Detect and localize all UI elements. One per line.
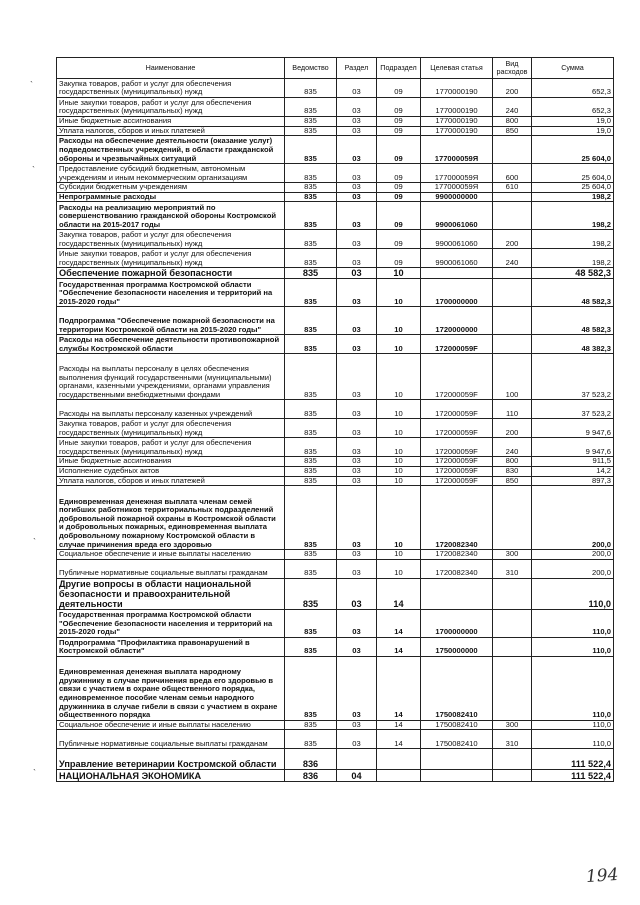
cell-celevaya: 1720000000 [421, 307, 493, 335]
cell-name: Иные закупки товаров, работ и услуг для обеспечения государственных (муниципальных) нужд [57, 98, 285, 117]
table-row [57, 136, 614, 164]
cell-vid: 800 [493, 117, 532, 127]
cell-summa: 200,0 [532, 550, 614, 560]
cell-name: Социальное обеспечение и иные выплаты населению [57, 550, 285, 560]
cell-name: Единовременная денежная выплата народному дружиннику в случае причинения вреда его здоровью в связи с участием в охране общественного порядка, единовременное пособие членам семьи народного дружинника в случае гибели в связи с участием в охране общественного порядка [57, 656, 285, 720]
cell-razdel: 03 [337, 354, 377, 400]
cell-celevaya [421, 268, 493, 279]
cell-vid: 100 [493, 354, 532, 400]
cell-name: Предоставление субсидий бюджетным, автономным учреждениям и иным некоммерческим организациям [57, 164, 285, 183]
cell-razdel: 03 [337, 609, 377, 637]
cell-vid: 240 [493, 249, 532, 268]
cell-podrazdel: 09 [377, 136, 421, 164]
cell-razdel: 03 [337, 307, 377, 335]
cell-ved: 835 [285, 230, 337, 249]
table-row [57, 230, 614, 249]
cell-podrazdel: 10 [377, 419, 421, 438]
cell-podrazdel: 09 [377, 117, 421, 127]
cell-ved: 835 [285, 354, 337, 400]
cell-summa: 198,2 [532, 202, 614, 230]
cell-vid: 310 [493, 730, 532, 749]
cell-razdel: 03 [337, 202, 377, 230]
cell-vid [493, 486, 532, 550]
cell-ved: 835 [285, 192, 337, 202]
cell-vid: 240 [493, 438, 532, 457]
cell-celevaya: 9900061060 [421, 202, 493, 230]
cell-celevaya: 172000059F [421, 400, 493, 419]
cell-celevaya: 172000059F [421, 466, 493, 476]
cell-celevaya: 1700000000 [421, 609, 493, 637]
table-row [57, 400, 614, 419]
cell-name: Субсидии бюджетным учреждениям [57, 183, 285, 193]
cell-podrazdel [377, 770, 421, 782]
cell-celevaya: 1700000000 [421, 279, 493, 307]
cell-razdel: 03 [337, 466, 377, 476]
cell-celevaya [421, 578, 493, 609]
table-row [57, 438, 614, 457]
cell-ved: 835 [285, 136, 337, 164]
cell-vid [493, 136, 532, 164]
cell-razdel: 03 [337, 400, 377, 419]
cell-vid [493, 335, 532, 354]
cell-ved: 835 [285, 656, 337, 720]
cell-summa: 652,3 [532, 79, 614, 98]
cell-vid: 800 [493, 457, 532, 467]
cell-ved: 835 [285, 98, 337, 117]
cell-podrazdel: 09 [377, 98, 421, 117]
cell-podrazdel: 10 [377, 476, 421, 486]
cell-summa: 25 604,0 [532, 164, 614, 183]
cell-celevaya: 172000059F [421, 419, 493, 438]
cell-ved: 835 [285, 476, 337, 486]
cell-summa: 25 604,0 [532, 183, 614, 193]
cell-podrazdel: 09 [377, 249, 421, 268]
cell-summa: 48 582,3 [532, 268, 614, 279]
table-row [57, 466, 614, 476]
cell-podrazdel: 10 [377, 268, 421, 279]
cell-ved: 835 [285, 486, 337, 550]
cell-name: Уплата налогов, сборов и иных платежей [57, 476, 285, 486]
cell-podrazdel [377, 749, 421, 770]
cell-podrazdel: 14 [377, 637, 421, 656]
cell-razdel: 03 [337, 656, 377, 720]
cell-celevaya: 1720082340 [421, 486, 493, 550]
cell-vid: 300 [493, 720, 532, 730]
cell-podrazdel: 14 [377, 656, 421, 720]
margin-mark: ` [32, 165, 35, 175]
cell-name: Государственная программа Костромской области "Обеспечение безопасности населения и территорий на 2015-2020 годы" [57, 279, 285, 307]
cell-razdel: 03 [337, 79, 377, 98]
cell-name: Публичные нормативные социальные выплаты гражданам [57, 730, 285, 749]
cell-podrazdel: 10 [377, 457, 421, 467]
cell-celevaya: 1770000190 [421, 98, 493, 117]
cell-vid: 850 [493, 476, 532, 486]
cell-razdel: 03 [337, 559, 377, 578]
cell-celevaya: 1720082340 [421, 559, 493, 578]
cell-celevaya: 172000059F [421, 335, 493, 354]
cell-podrazdel: 14 [377, 609, 421, 637]
cell-podrazdel: 10 [377, 400, 421, 419]
cell-razdel: 04 [337, 770, 377, 782]
cell-ved: 835 [285, 335, 337, 354]
cell-ved: 835 [285, 730, 337, 749]
cell-razdel: 03 [337, 637, 377, 656]
cell-podrazdel: 10 [377, 559, 421, 578]
table-row [57, 419, 614, 438]
cell-name: Расходы на выплаты персоналу казенных учреждений [57, 400, 285, 419]
cell-summa: 37 523,2 [532, 400, 614, 419]
cell-podrazdel: 14 [377, 578, 421, 609]
cell-razdel: 03 [337, 249, 377, 268]
cell-name: Иные закупки товаров, работ и услуг для обеспечения государственных (муниципальных) нужд [57, 438, 285, 457]
cell-vid [493, 578, 532, 609]
cell-celevaya: 1770000190 [421, 126, 493, 136]
cell-celevaya: 9900061060 [421, 230, 493, 249]
cell-ved: 835 [285, 279, 337, 307]
table-row [57, 486, 614, 550]
table-row [57, 720, 614, 730]
table-row [57, 656, 614, 720]
cell-summa: 198,2 [532, 249, 614, 268]
cell-celevaya: 1750082410 [421, 730, 493, 749]
cell-razdel: 03 [337, 730, 377, 749]
table-row [57, 98, 614, 117]
table-row [57, 126, 614, 136]
cell-podrazdel: 09 [377, 183, 421, 193]
cell-ved: 835 [285, 79, 337, 98]
cell-razdel: 03 [337, 486, 377, 550]
cell-razdel: 03 [337, 476, 377, 486]
cell-summa: 200,0 [532, 486, 614, 550]
cell-ved: 835 [285, 268, 337, 279]
cell-vid [493, 609, 532, 637]
cell-name: Закупка товаров, работ и услуг для обеспечения государственных (муниципальных) нужд [57, 419, 285, 438]
cell-celevaya: 9900061060 [421, 249, 493, 268]
cell-razdel: 03 [337, 136, 377, 164]
cell-podrazdel: 10 [377, 486, 421, 550]
cell-ved: 835 [285, 183, 337, 193]
header-vid: Вид расходов [493, 58, 532, 79]
cell-razdel: 03 [337, 230, 377, 249]
cell-summa: 110,0 [532, 637, 614, 656]
cell-razdel: 03 [337, 117, 377, 127]
cell-summa: 9 947,6 [532, 438, 614, 457]
cell-razdel: 03 [337, 550, 377, 560]
cell-podrazdel: 10 [377, 438, 421, 457]
header-ved: Ведомство [285, 58, 337, 79]
page-number: 194 [585, 864, 620, 888]
cell-vid: 600 [493, 164, 532, 183]
table-row [57, 335, 614, 354]
cell-ved: 836 [285, 770, 337, 782]
cell-razdel: 03 [337, 335, 377, 354]
cell-celevaya: 1750000000 [421, 637, 493, 656]
budget-table [56, 57, 614, 782]
cell-podrazdel: 10 [377, 466, 421, 476]
cell-summa: 111 522,4 [532, 749, 614, 770]
cell-celevaya: 172000059F [421, 438, 493, 457]
cell-summa: 48 382,3 [532, 335, 614, 354]
margin-mark: ` [30, 80, 33, 90]
table-row [57, 183, 614, 193]
cell-vid [493, 770, 532, 782]
cell-podrazdel: 10 [377, 335, 421, 354]
cell-vid: 310 [493, 559, 532, 578]
cell-celevaya: 172000059F [421, 476, 493, 486]
header-name: Наименование [57, 58, 285, 79]
table-row [57, 637, 614, 656]
cell-name: Иные бюджетные ассигнования [57, 117, 285, 127]
cell-vid [493, 656, 532, 720]
cell-vid: 300 [493, 550, 532, 560]
cell-celevaya: 1720082340 [421, 550, 493, 560]
cell-ved: 835 [285, 249, 337, 268]
cell-razdel: 03 [337, 268, 377, 279]
cell-podrazdel: 10 [377, 550, 421, 560]
cell-razdel: 03 [337, 192, 377, 202]
cell-summa: 19,0 [532, 117, 614, 127]
cell-razdel: 03 [337, 279, 377, 307]
cell-razdel: 03 [337, 126, 377, 136]
cell-name: Подпрограмма "Обеспечение пожарной безопасности на территории Костромской области на 2015-2020 годы" [57, 307, 285, 335]
cell-name: Закупка товаров, работ и услуг для обеспечения государственных (муниципальных) нужд [57, 230, 285, 249]
cell-podrazdel: 09 [377, 202, 421, 230]
table-row [57, 578, 614, 609]
cell-ved: 835 [285, 117, 337, 127]
cell-vid [493, 749, 532, 770]
table-row [57, 307, 614, 335]
cell-ved: 835 [285, 637, 337, 656]
cell-name: Расходы на выплаты персоналу в целях обеспечения выполнения функций государственными (муниципальными) органами, казенными учреждениями, органами управления государственными внебюджетными фондами [57, 354, 285, 400]
cell-ved: 835 [285, 438, 337, 457]
table-row [57, 202, 614, 230]
margin-mark: ` [33, 768, 36, 778]
cell-summa: 48 582,3 [532, 279, 614, 307]
cell-celevaya: 9900000000 [421, 192, 493, 202]
cell-summa: 110,0 [532, 730, 614, 749]
cell-name: Единовременная денежная выплата членам семей погибших работников территориальных подразделений добровольной пожарной охраны в Костромской области и добровольных пожарных, единовременная выплата добровольному пожарному Костромской области в случае причинения вреда его здоровью [57, 486, 285, 550]
cell-summa: 25 604,0 [532, 136, 614, 164]
cell-ved: 835 [285, 307, 337, 335]
cell-ved: 835 [285, 466, 337, 476]
table-row [57, 192, 614, 202]
cell-ved: 836 [285, 749, 337, 770]
cell-vid: 830 [493, 466, 532, 476]
cell-name: Исполнение судебных актов [57, 466, 285, 476]
cell-name: Расходы на обеспечение деятельности (оказание услуг) подведомственных учреждений, в области гражданской обороны и чрезвычайных ситуаций [57, 136, 285, 164]
cell-name: Иные закупки товаров, работ и услуг для обеспечения государственных (муниципальных) нужд [57, 249, 285, 268]
margin-mark: ` [33, 537, 36, 547]
cell-summa: 110,0 [532, 609, 614, 637]
cell-razdel [337, 749, 377, 770]
cell-summa: 652,3 [532, 98, 614, 117]
cell-vid [493, 202, 532, 230]
cell-razdel: 03 [337, 438, 377, 457]
cell-vid: 110 [493, 400, 532, 419]
table-row [57, 249, 614, 268]
cell-razdel: 03 [337, 720, 377, 730]
table-row [57, 268, 614, 279]
cell-razdel: 03 [337, 164, 377, 183]
cell-podrazdel: 10 [377, 354, 421, 400]
table-row [57, 749, 614, 770]
cell-vid [493, 192, 532, 202]
cell-razdel: 03 [337, 457, 377, 467]
cell-summa: 111 522,4 [532, 770, 614, 782]
cell-celevaya: 172000059F [421, 354, 493, 400]
cell-podrazdel: 14 [377, 720, 421, 730]
cell-razdel: 03 [337, 419, 377, 438]
table-row [57, 457, 614, 467]
cell-name: Управление ветеринарии Костромской области [57, 749, 285, 770]
cell-vid [493, 307, 532, 335]
table-row [57, 559, 614, 578]
cell-summa: 911,5 [532, 457, 614, 467]
cell-summa: 48 582,3 [532, 307, 614, 335]
cell-ved: 835 [285, 126, 337, 136]
cell-vid: 850 [493, 126, 532, 136]
header-razdel: Раздел [337, 58, 377, 79]
table-row [57, 770, 614, 782]
header-podrazdel: Подраздел [377, 58, 421, 79]
table-row [57, 730, 614, 749]
cell-name: Подпрограмма "Профилактика правонарушений в Костромской области" [57, 637, 285, 656]
cell-ved: 835 [285, 457, 337, 467]
cell-summa: 19,0 [532, 126, 614, 136]
table-row [57, 550, 614, 560]
cell-summa: 14,2 [532, 466, 614, 476]
cell-ved: 835 [285, 202, 337, 230]
cell-podrazdel: 10 [377, 279, 421, 307]
cell-ved: 835 [285, 419, 337, 438]
cell-celevaya: 177000059Я [421, 183, 493, 193]
cell-name: Другие вопросы в области национальной безопасности и правоохранительной деятельности [57, 578, 285, 609]
header-summa: Сумма [532, 58, 614, 79]
cell-summa: 200,0 [532, 559, 614, 578]
cell-name: Государственная программа Костромской области "Обеспечение безопасности населения и территорий на 2015-2020 годы" [57, 609, 285, 637]
budget-sheet [56, 57, 613, 782]
cell-summa: 198,2 [532, 230, 614, 249]
cell-celevaya: 1750082410 [421, 720, 493, 730]
table-row [57, 79, 614, 98]
cell-razdel: 03 [337, 98, 377, 117]
header-celevaya: Целевая статья [421, 58, 493, 79]
cell-name: Расходы на реализацию мероприятий по совершенствованию гражданской обороны Костромской области на 2015-2017 годы [57, 202, 285, 230]
cell-vid: 240 [493, 98, 532, 117]
cell-summa: 897,3 [532, 476, 614, 486]
cell-podrazdel: 09 [377, 126, 421, 136]
cell-razdel: 03 [337, 183, 377, 193]
cell-summa: 37 523,2 [532, 354, 614, 400]
table-row [57, 164, 614, 183]
cell-vid [493, 637, 532, 656]
cell-podrazdel: 09 [377, 230, 421, 249]
cell-razdel: 03 [337, 578, 377, 609]
cell-celevaya: 1750082410 [421, 656, 493, 720]
table-row [57, 354, 614, 400]
cell-celevaya: 177000059Я [421, 164, 493, 183]
cell-vid: 200 [493, 419, 532, 438]
cell-podrazdel: 09 [377, 192, 421, 202]
cell-vid: 200 [493, 79, 532, 98]
cell-vid: 610 [493, 183, 532, 193]
cell-name: Социальное обеспечение и иные выплаты населению [57, 720, 285, 730]
table-row [57, 279, 614, 307]
cell-celevaya: 1770000190 [421, 79, 493, 98]
cell-ved: 835 [285, 559, 337, 578]
cell-celevaya: 1770000190 [421, 117, 493, 127]
cell-vid [493, 279, 532, 307]
table-header-row [57, 58, 614, 79]
cell-ved: 835 [285, 550, 337, 560]
table-row [57, 117, 614, 127]
cell-podrazdel: 14 [377, 730, 421, 749]
cell-name: Непрограммные расходы [57, 192, 285, 202]
cell-podrazdel: 10 [377, 307, 421, 335]
cell-celevaya [421, 749, 493, 770]
cell-celevaya: 172000059F [421, 457, 493, 467]
cell-ved: 835 [285, 609, 337, 637]
table-row [57, 476, 614, 486]
cell-podrazdel: 09 [377, 164, 421, 183]
cell-name: Иные бюджетные ассигнования [57, 457, 285, 467]
cell-celevaya: 177000059Я [421, 136, 493, 164]
cell-celevaya [421, 770, 493, 782]
cell-summa: 110,0 [532, 656, 614, 720]
table-row [57, 609, 614, 637]
cell-summa: 110,0 [532, 720, 614, 730]
cell-name: Публичные нормативные социальные выплаты гражданам [57, 559, 285, 578]
cell-podrazdel: 09 [377, 79, 421, 98]
cell-name: Обеспечение пожарной безопасности [57, 268, 285, 279]
cell-summa: 110,0 [532, 578, 614, 609]
cell-name: Закупка товаров, работ и услуг для обеспечения государственных (муниципальных) нужд [57, 79, 285, 98]
cell-summa: 198,2 [532, 192, 614, 202]
cell-ved: 835 [285, 578, 337, 609]
table-body [57, 79, 614, 782]
cell-name: Расходы на обеспечение деятельности противопожарной службы Костромской области [57, 335, 285, 354]
cell-ved: 835 [285, 164, 337, 183]
cell-vid: 200 [493, 230, 532, 249]
cell-vid [493, 268, 532, 279]
cell-ved: 835 [285, 400, 337, 419]
cell-name: НАЦИОНАЛЬНАЯ ЭКОНОМИКА [57, 770, 285, 782]
cell-ved: 835 [285, 720, 337, 730]
cell-summa: 9 947,6 [532, 419, 614, 438]
cell-name: Уплата налогов, сборов и иных платежей [57, 126, 285, 136]
